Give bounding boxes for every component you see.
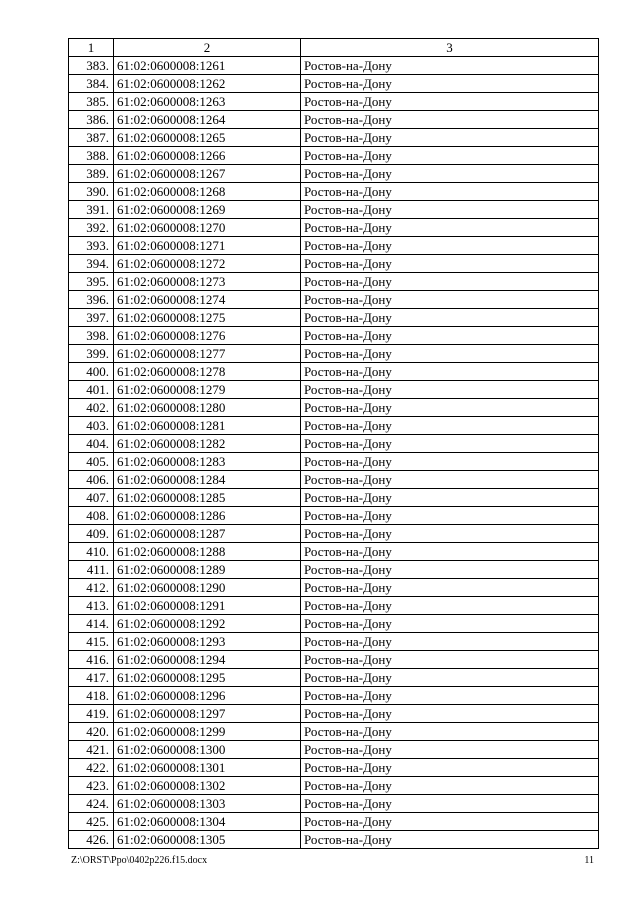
table-row: [69, 831, 599, 849]
location: Ростов-на-Дону: [301, 543, 599, 561]
row-number: 403.: [69, 417, 114, 435]
row-number: 397.: [69, 309, 114, 327]
cadastral-table: [68, 38, 599, 849]
location: Ростов-на-Дону: [301, 633, 599, 651]
location: Ростов-на-Дону: [301, 219, 599, 237]
row-number: 401.: [69, 381, 114, 399]
cadastral-number: 61:02:0600008:1297: [114, 705, 301, 723]
location: Ростов-на-Дону: [301, 777, 599, 795]
row-number: 391.: [69, 201, 114, 219]
location: Ростов-на-Дону: [301, 651, 599, 669]
table-row: [69, 183, 599, 201]
cadastral-number: 61:02:0600008:1266: [114, 147, 301, 165]
column-header-number: 1: [69, 39, 114, 57]
location: Ростов-на-Дону: [301, 273, 599, 291]
table-row: [69, 435, 599, 453]
row-number: 400.: [69, 363, 114, 381]
location: Ростов-на-Дону: [301, 381, 599, 399]
location: Ростов-на-Дону: [301, 813, 599, 831]
row-number: 404.: [69, 435, 114, 453]
row-number: 416.: [69, 651, 114, 669]
location: Ростов-на-Дону: [301, 291, 599, 309]
cadastral-number: 61:02:0600008:1302: [114, 777, 301, 795]
cadastral-number: 61:02:0600008:1305: [114, 831, 301, 849]
row-number: 421.: [69, 741, 114, 759]
row-number: 408.: [69, 507, 114, 525]
location: Ростов-на-Дону: [301, 309, 599, 327]
row-number: 413.: [69, 597, 114, 615]
table-row: [69, 507, 599, 525]
cadastral-number: 61:02:0600008:1270: [114, 219, 301, 237]
cadastral-number: 61:02:0600008:1285: [114, 489, 301, 507]
table-row: [69, 57, 599, 75]
cadastral-number: 61:02:0600008:1281: [114, 417, 301, 435]
cadastral-number: 61:02:0600008:1279: [114, 381, 301, 399]
row-number: 425.: [69, 813, 114, 831]
location: Ростов-на-Дону: [301, 237, 599, 255]
table-row: [69, 813, 599, 831]
row-number: 383.: [69, 57, 114, 75]
row-number: 420.: [69, 723, 114, 741]
row-number: 419.: [69, 705, 114, 723]
row-number: 393.: [69, 237, 114, 255]
cadastral-number: 61:02:0600008:1269: [114, 201, 301, 219]
table-row: [69, 75, 599, 93]
row-number: 395.: [69, 273, 114, 291]
table-row: [69, 111, 599, 129]
location: Ростов-на-Дону: [301, 93, 599, 111]
cadastral-number: 61:02:0600008:1277: [114, 345, 301, 363]
cadastral-number: 61:02:0600008:1289: [114, 561, 301, 579]
footer-page-number: 11: [584, 855, 594, 866]
location: Ростов-на-Дону: [301, 147, 599, 165]
location: Ростов-на-Дону: [301, 795, 599, 813]
location: Ростов-на-Дону: [301, 57, 599, 75]
location: Ростов-на-Дону: [301, 417, 599, 435]
location: Ростов-на-Дону: [301, 489, 599, 507]
table-row: [69, 579, 599, 597]
table-row: [69, 417, 599, 435]
table-row: [69, 561, 599, 579]
table-row: [69, 147, 599, 165]
location: Ростов-на-Дону: [301, 327, 599, 345]
table-row: [69, 705, 599, 723]
table-row: [69, 219, 599, 237]
cadastral-number: 61:02:0600008:1303: [114, 795, 301, 813]
table-row: [69, 525, 599, 543]
location: Ростов-на-Дону: [301, 345, 599, 363]
location: Ростов-на-Дону: [301, 579, 599, 597]
table-row: [69, 795, 599, 813]
row-number: 411.: [69, 561, 114, 579]
table-row: [69, 597, 599, 615]
table-row: [69, 399, 599, 417]
cadastral-number: 61:02:0600008:1304: [114, 813, 301, 831]
cadastral-number: 61:02:0600008:1263: [114, 93, 301, 111]
table-row: [69, 363, 599, 381]
cadastral-number: 61:02:0600008:1275: [114, 309, 301, 327]
table-row: [69, 669, 599, 687]
cadastral-number: 61:02:0600008:1276: [114, 327, 301, 345]
table-row: [69, 201, 599, 219]
cadastral-number: 61:02:0600008:1264: [114, 111, 301, 129]
row-number: 386.: [69, 111, 114, 129]
location: Ростов-на-Дону: [301, 435, 599, 453]
row-number: 412.: [69, 579, 114, 597]
cadastral-number: 61:02:0600008:1296: [114, 687, 301, 705]
row-number: 422.: [69, 759, 114, 777]
table-row: [69, 309, 599, 327]
table-row: [69, 327, 599, 345]
location: Ростов-на-Дону: [301, 201, 599, 219]
row-number: 396.: [69, 291, 114, 309]
location: Ростов-на-Дону: [301, 615, 599, 633]
row-number: 387.: [69, 129, 114, 147]
cadastral-number: 61:02:0600008:1300: [114, 741, 301, 759]
location: Ростов-на-Дону: [301, 363, 599, 381]
row-number: 426.: [69, 831, 114, 849]
cadastral-number: 61:02:0600008:1271: [114, 237, 301, 255]
table-row: [69, 543, 599, 561]
table-row: [69, 453, 599, 471]
table-row: [69, 165, 599, 183]
column-header-cadastral-number: 2: [114, 39, 301, 57]
table-row: [69, 129, 599, 147]
location: Ростов-на-Дону: [301, 723, 599, 741]
table-header-row: [69, 39, 599, 57]
row-number: 398.: [69, 327, 114, 345]
row-number: 394.: [69, 255, 114, 273]
location: Ростов-на-Дону: [301, 669, 599, 687]
cadastral-number: 61:02:0600008:1262: [114, 75, 301, 93]
location: Ростов-на-Дону: [301, 453, 599, 471]
location: Ростов-на-Дону: [301, 111, 599, 129]
row-number: 417.: [69, 669, 114, 687]
location: Ростов-на-Дону: [301, 165, 599, 183]
cadastral-number: 61:02:0600008:1290: [114, 579, 301, 597]
cadastral-number: 61:02:0600008:1282: [114, 435, 301, 453]
table-row: [69, 489, 599, 507]
table-row: [69, 273, 599, 291]
footer-file-path: Z:\ORST\Ppo\0402p226.f15.docx: [71, 855, 208, 866]
row-number: 388.: [69, 147, 114, 165]
table-body: [69, 57, 599, 849]
cadastral-number: 61:02:0600008:1299: [114, 723, 301, 741]
row-number: 409.: [69, 525, 114, 543]
cadastral-number: 61:02:0600008:1291: [114, 597, 301, 615]
table-row: [69, 741, 599, 759]
location: Ростов-на-Дону: [301, 525, 599, 543]
location: Ростов-на-Дону: [301, 831, 599, 849]
cadastral-number: 61:02:0600008:1268: [114, 183, 301, 201]
cadastral-number: 61:02:0600008:1294: [114, 651, 301, 669]
cadastral-number: 61:02:0600008:1284: [114, 471, 301, 489]
location: Ростов-на-Дону: [301, 183, 599, 201]
cadastral-number: 61:02:0600008:1272: [114, 255, 301, 273]
table-row: [69, 381, 599, 399]
cadastral-number: 61:02:0600008:1267: [114, 165, 301, 183]
location: Ростов-на-Дону: [301, 399, 599, 417]
cadastral-number: 61:02:0600008:1265: [114, 129, 301, 147]
location: Ростов-на-Дону: [301, 741, 599, 759]
cadastral-number: 61:02:0600008:1278: [114, 363, 301, 381]
cadastral-number: 61:02:0600008:1280: [114, 399, 301, 417]
row-number: 385.: [69, 93, 114, 111]
row-number: 384.: [69, 75, 114, 93]
table-row: [69, 633, 599, 651]
table-row: [69, 777, 599, 795]
row-number: 399.: [69, 345, 114, 363]
table-row: [69, 93, 599, 111]
cadastral-number: 61:02:0600008:1273: [114, 273, 301, 291]
location: Ростов-на-Дону: [301, 561, 599, 579]
cadastral-number: 61:02:0600008:1292: [114, 615, 301, 633]
row-number: 418.: [69, 687, 114, 705]
location: Ростов-на-Дону: [301, 507, 599, 525]
row-number: 410.: [69, 543, 114, 561]
table-row: [69, 687, 599, 705]
location: Ростов-на-Дону: [301, 129, 599, 147]
row-number: 389.: [69, 165, 114, 183]
row-number: 423.: [69, 777, 114, 795]
cadastral-number: 61:02:0600008:1283: [114, 453, 301, 471]
table-row: [69, 615, 599, 633]
row-number: 392.: [69, 219, 114, 237]
cadastral-number: 61:02:0600008:1288: [114, 543, 301, 561]
table-row: [69, 237, 599, 255]
location: Ростов-на-Дону: [301, 705, 599, 723]
table-row: [69, 291, 599, 309]
location: Ростов-на-Дону: [301, 759, 599, 777]
location: Ростов-на-Дону: [301, 471, 599, 489]
table-row: [69, 255, 599, 273]
location: Ростов-на-Дону: [301, 75, 599, 93]
location: Ростов-на-Дону: [301, 255, 599, 273]
location: Ростов-на-Дону: [301, 597, 599, 615]
cadastral-number: 61:02:0600008:1295: [114, 669, 301, 687]
row-number: 407.: [69, 489, 114, 507]
table-row: [69, 471, 599, 489]
cadastral-number: 61:02:0600008:1274: [114, 291, 301, 309]
table-row: [69, 759, 599, 777]
table-row: [69, 651, 599, 669]
row-number: 424.: [69, 795, 114, 813]
column-header-location: 3: [301, 39, 599, 57]
cadastral-number: 61:02:0600008:1293: [114, 633, 301, 651]
row-number: 406.: [69, 471, 114, 489]
row-number: 402.: [69, 399, 114, 417]
cadastral-number: 61:02:0600008:1261: [114, 57, 301, 75]
row-number: 405.: [69, 453, 114, 471]
row-number: 390.: [69, 183, 114, 201]
row-number: 415.: [69, 633, 114, 651]
cadastral-number: 61:02:0600008:1287: [114, 525, 301, 543]
cadastral-number: 61:02:0600008:1286: [114, 507, 301, 525]
table-row: [69, 723, 599, 741]
cadastral-number: 61:02:0600008:1301: [114, 759, 301, 777]
row-number: 414.: [69, 615, 114, 633]
location: Ростов-на-Дону: [301, 687, 599, 705]
table-row: [69, 345, 599, 363]
